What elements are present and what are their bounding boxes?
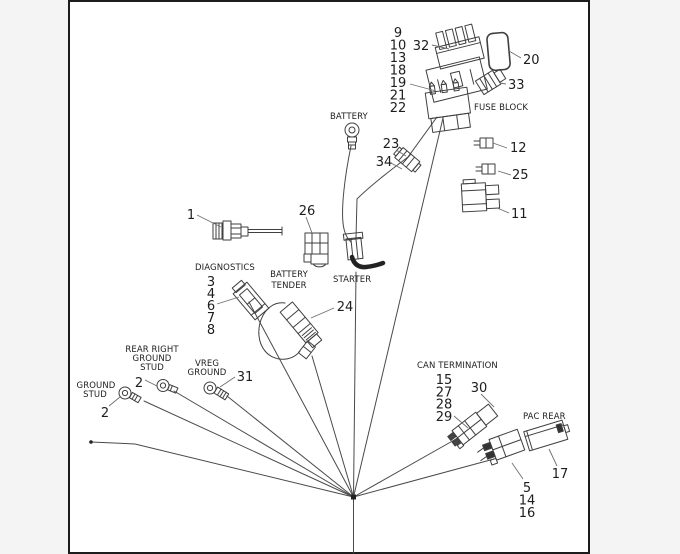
- callout-24: 24: [336, 300, 354, 315]
- starter-label: STARTER: [333, 275, 372, 285]
- callout-14: 14: [518, 493, 536, 509]
- rear-right-ground-stud-label-line1: REAR RIGHT: [125, 345, 179, 355]
- callout-16: 16: [518, 506, 536, 521]
- callout-4: 4: [206, 287, 216, 302]
- callout-13: 13: [389, 51, 407, 66]
- branch-end-dot: [89, 440, 93, 444]
- callout-10: 10: [389, 38, 407, 54]
- callout-27: 27: [435, 385, 453, 401]
- callout-15: 15: [435, 373, 453, 388]
- callout-8: 8: [206, 323, 216, 338]
- callout-3: 3: [206, 275, 216, 290]
- callout-26: 26: [298, 204, 316, 219]
- callout-21: 21: [389, 88, 407, 104]
- callout-18: 18: [389, 63, 407, 79]
- callout-2-rear-right: 2: [134, 376, 144, 391]
- callout-20: 20: [523, 53, 540, 68]
- vreg-ground-label-line1: VREG: [194, 359, 220, 369]
- vreg-ground-label-line2: GROUND: [187, 368, 227, 378]
- callout-34: 34: [375, 155, 393, 170]
- callout-1: 1: [186, 208, 196, 223]
- callout-25: 25: [512, 168, 529, 183]
- callout-17: 17: [551, 467, 569, 482]
- callout-22: 22: [389, 101, 407, 116]
- callout-28: 28: [435, 397, 453, 413]
- callout-29: 29: [435, 410, 453, 425]
- callout-30: 30: [470, 381, 488, 396]
- fuse-block-label: FUSE BLOCK: [474, 103, 529, 113]
- callout-32: 32: [412, 39, 430, 54]
- callout-23: 23: [382, 137, 400, 152]
- battery-tender-label-line1: BATTERY: [270, 270, 308, 280]
- battery-label: BATTERY: [330, 112, 368, 122]
- callout-9: 9: [393, 26, 403, 41]
- rear-right-ground-stud-label-line2: GROUND: [132, 354, 172, 364]
- callout-11: 11: [511, 207, 528, 222]
- pac-rear-label: PAC REAR: [523, 412, 566, 422]
- ground-stud-label-line1: GROUND: [76, 381, 116, 391]
- callout-6: 6: [206, 299, 216, 314]
- ground-stud-label-line2: STUD: [83, 390, 107, 400]
- diagnostics-label: DIAGNOSTICS: [195, 263, 255, 273]
- rear-right-ground-stud-label-line3: STUD: [140, 363, 164, 373]
- callout-7: 7: [206, 311, 216, 326]
- callout-31: 31: [236, 370, 254, 385]
- can-termination-label: CAN TERMINATION: [417, 361, 498, 371]
- callout-5: 5: [522, 481, 532, 496]
- battery-tender-label-line2: TENDER: [271, 281, 307, 291]
- callout-33: 33: [508, 78, 525, 93]
- callout-12: 12: [510, 141, 527, 156]
- harness-junction-dot: [351, 495, 356, 500]
- callout-2-ground: 2: [100, 406, 110, 421]
- callout-19: 19: [389, 76, 407, 91]
